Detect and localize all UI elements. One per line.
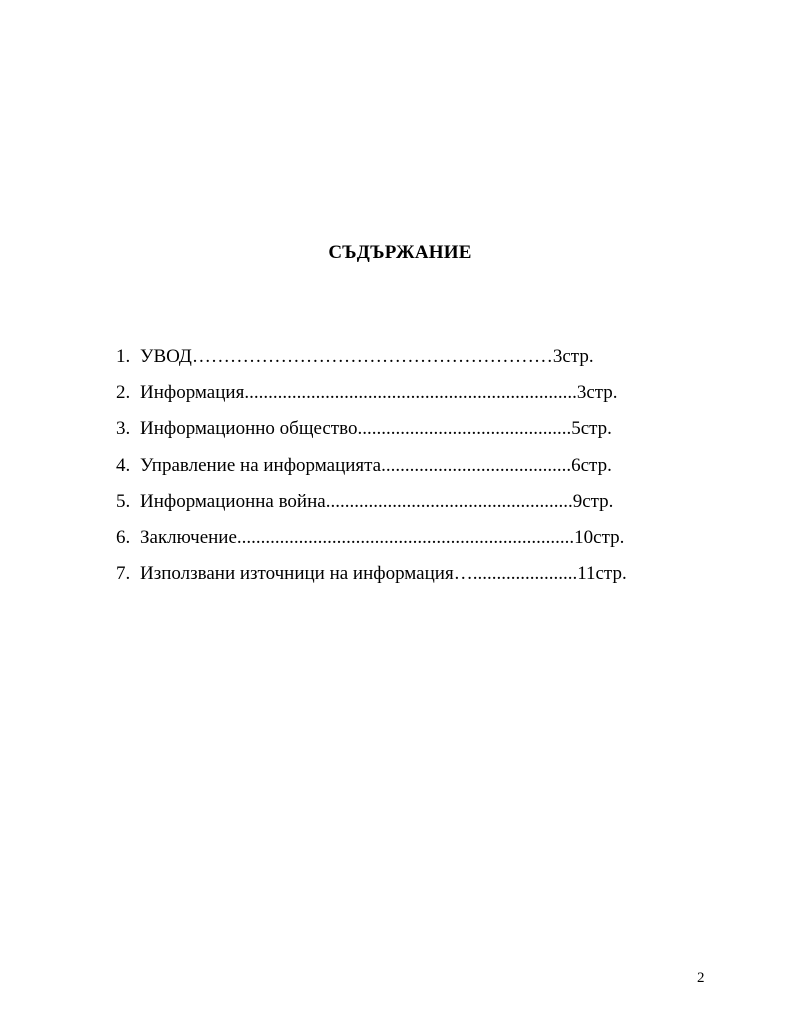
toc-item-text: УВОД…………………………………………………3стр.	[140, 346, 594, 367]
toc-item-text: Управление на информацията........................................6стр.	[140, 454, 612, 476]
toc-item-number: 5.	[116, 490, 131, 512]
toc-item-information-war	[116, 489, 627, 525]
toc-item-number: 6.	[116, 526, 131, 548]
toc-item-number: 3.	[116, 418, 131, 440]
toc-item-text: Информационна война....................................................9стр.	[140, 490, 614, 512]
toc-item-sources	[116, 561, 627, 597]
toc-item-text: Информационно общество.............................................5стр.	[140, 418, 612, 440]
toc-item-conclusion	[116, 525, 627, 561]
page-title: СЪДЪРЖАНИЕ	[328, 242, 472, 263]
toc-item-number: 4.	[116, 454, 131, 476]
page-number: 2	[697, 970, 705, 986]
table-of-contents	[116, 344, 627, 597]
toc-item-number: 7.	[116, 563, 131, 585]
toc-item-information-society	[116, 416, 627, 452]
toc-item-intro	[116, 344, 627, 380]
toc-item-number: 2.	[116, 382, 131, 404]
toc-item-text: Използвани източници на информация…......................11стр.	[140, 563, 627, 585]
toc-item-information-management	[116, 453, 627, 489]
toc-item-number: 1.	[116, 346, 131, 367]
toc-item-text: Информация......................................................................3стр.	[140, 382, 618, 404]
toc-item-information	[116, 380, 627, 416]
toc-item-text: Заключение.......................................................................10стр.	[140, 526, 625, 548]
